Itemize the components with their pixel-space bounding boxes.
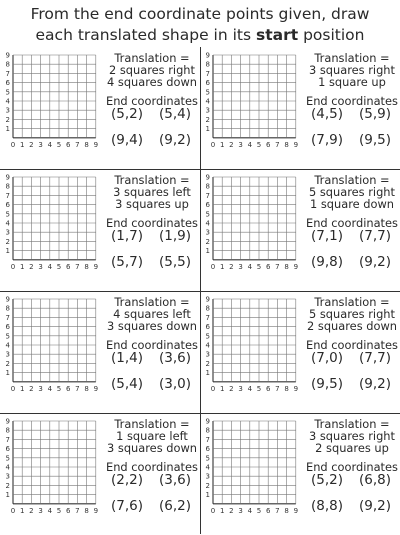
x-axis-tick-label: 9 [93, 262, 99, 271]
x-axis-tick-label: 9 [293, 506, 299, 515]
x-axis-tick-label: 7 [275, 384, 280, 393]
end-coordinate: (5,2) [310, 472, 343, 488]
end-coordinates-label: End coordinates [106, 338, 198, 352]
y-axis-tick-label: 9 [5, 51, 10, 60]
x-axis-tick-label: 4 [247, 384, 253, 393]
x-axis-tick-label: 9 [293, 140, 299, 149]
x-axis-tick-label: 5 [56, 262, 62, 271]
x-axis-tick-label: 3 [38, 384, 43, 393]
x-axis-tick-label: 5 [56, 140, 62, 149]
x-axis-tick-label: 4 [47, 384, 53, 393]
x-axis-tick-label: 8 [284, 506, 289, 515]
y-axis-tick-label: 9 [205, 417, 210, 426]
x-axis-tick-label: 8 [284, 384, 289, 393]
end-coordinates-label: End coordinates [306, 216, 398, 230]
x-axis-tick-label: 6 [65, 262, 71, 271]
translation-line-1: 4 squares left [113, 307, 191, 321]
y-axis-tick-label: 2 [5, 359, 10, 368]
y-axis-tick-label: 4 [5, 219, 10, 228]
end-coordinate: (9,2) [358, 498, 391, 514]
x-axis-tick-label: 8 [84, 140, 89, 149]
y-axis-tick-label: 8 [205, 426, 210, 435]
x-axis-tick-label: 2 [229, 506, 234, 515]
x-axis-tick-label: 2 [229, 140, 234, 149]
exercise-panel-1 [0, 47, 200, 169]
translation-line-1: 1 square left [116, 429, 188, 443]
x-axis-tick-label: 3 [38, 262, 43, 271]
y-axis-tick-label: 1 [205, 247, 210, 256]
translation-line-1: 3 squares right [309, 63, 395, 77]
y-axis-tick-label: 4 [5, 463, 10, 472]
x-axis-tick-label: 3 [38, 140, 43, 149]
x-axis-tick-label: 9 [93, 506, 99, 515]
translation-info [304, 296, 400, 351]
x-axis-tick-label: 6 [265, 506, 271, 515]
translation-line-2: 3 squares up [115, 197, 189, 211]
y-axis-tick-label: 8 [205, 304, 210, 313]
x-axis-tick-label: 1 [219, 506, 225, 515]
translation-line-2: 2 squares down [307, 319, 397, 333]
x-axis-tick-label: 4 [247, 506, 253, 515]
translation-line-2: 1 square down [309, 197, 395, 211]
translation-label: Translation = [314, 295, 390, 309]
y-axis-tick-label: 7 [5, 69, 10, 78]
y-axis-tick-label: 8 [5, 182, 10, 191]
y-axis-tick-label: 5 [205, 88, 210, 97]
title-line-1: From the end coordinate points given, draw [30, 5, 370, 23]
end-coordinates-label: End coordinates [306, 460, 398, 474]
x-axis-tick-label: 8 [84, 384, 89, 393]
x-axis-tick-label: 7 [75, 384, 80, 393]
x-axis-tick-label: 3 [238, 384, 243, 393]
y-axis-tick-label: 1 [5, 125, 10, 134]
x-axis-tick-label: 3 [238, 262, 243, 271]
y-axis-tick-label: 9 [205, 173, 210, 182]
x-axis-tick-label: 1 [219, 140, 225, 149]
exercise-panel-2 [200, 47, 400, 169]
y-axis-tick-label: 6 [5, 445, 10, 454]
x-axis-tick-label: 1 [19, 140, 25, 149]
end-coordinate: (9,4) [110, 132, 143, 148]
translation-label: Translation = [314, 173, 390, 187]
y-axis-tick-label: 1 [205, 491, 210, 500]
y-axis-tick-label: 1 [5, 369, 10, 378]
translation-line-1: 2 squares right [109, 63, 195, 77]
coordinate-grid[interactable] [0, 47, 104, 169]
coordinate-grid[interactable] [200, 413, 304, 535]
x-axis-tick-label: 8 [284, 140, 289, 149]
y-axis-tick-label: 4 [205, 341, 210, 350]
coordinate-grid[interactable] [200, 169, 304, 291]
x-axis-tick-label: 5 [56, 506, 62, 515]
x-axis-tick-label: 0 [10, 384, 16, 393]
end-coordinate: (5,7) [110, 254, 143, 270]
end-coordinate: (5,9) [358, 106, 391, 122]
x-axis-tick-label: 3 [38, 506, 43, 515]
y-axis-tick-label: 3 [205, 228, 210, 237]
y-axis-tick-label: 3 [5, 350, 10, 359]
end-coordinate: (3,0) [158, 376, 191, 392]
end-coordinate: (7,7) [358, 350, 391, 366]
exercise-panel-5 [0, 291, 200, 413]
y-axis-tick-label: 3 [5, 106, 10, 115]
translation-line-1: 5 squares right [309, 185, 395, 199]
y-axis-tick-label: 3 [5, 228, 10, 237]
coordinate-grid[interactable] [0, 413, 104, 535]
y-axis-tick-label: 3 [205, 350, 210, 359]
y-axis-tick-label: 2 [5, 115, 10, 124]
translation-line-2: 3 squares down [107, 441, 197, 455]
end-coordinate: (5,4) [158, 106, 191, 122]
x-axis-tick-label: 9 [93, 140, 99, 149]
x-axis-tick-label: 5 [256, 140, 262, 149]
y-axis-tick-label: 9 [205, 295, 210, 304]
end-coordinate: (5,5) [158, 254, 191, 270]
y-axis-tick-label: 2 [205, 481, 210, 490]
x-axis-tick-label: 7 [75, 506, 80, 515]
y-axis-tick-label: 7 [205, 435, 210, 444]
y-axis-tick-label: 7 [205, 69, 210, 78]
y-axis-tick-label: 5 [5, 454, 10, 463]
x-axis-tick-label: 2 [29, 262, 34, 271]
y-axis-tick-label: 5 [205, 210, 210, 219]
translation-label: Translation = [114, 173, 190, 187]
y-axis-tick-label: 6 [205, 79, 210, 88]
end-coordinate: (7,6) [110, 498, 143, 514]
y-axis-tick-label: 8 [5, 60, 10, 69]
end-coordinate: (5,2) [110, 106, 143, 122]
translation-line-1: 5 squares right [309, 307, 395, 321]
x-axis-tick-label: 2 [29, 506, 34, 515]
y-axis-tick-label: 3 [205, 106, 210, 115]
end-coordinate: (7,9) [310, 132, 343, 148]
x-axis-tick-label: 2 [29, 384, 34, 393]
end-coordinate: (9,2) [158, 132, 191, 148]
end-coordinate: (3,6) [158, 472, 191, 488]
title-start-word: start [256, 26, 299, 44]
y-axis-tick-label: 1 [5, 247, 10, 256]
x-axis-tick-label: 0 [210, 140, 216, 149]
y-axis-tick-label: 4 [205, 97, 210, 106]
y-axis-tick-label: 5 [5, 332, 10, 341]
translation-label: Translation = [314, 417, 390, 431]
end-coordinate: (3,6) [158, 350, 191, 366]
x-axis-tick-label: 0 [10, 140, 16, 149]
translation-info [104, 174, 200, 229]
end-coordinate: (1,7) [110, 228, 143, 244]
y-axis-tick-label: 8 [5, 304, 10, 313]
title-line-2 [0, 25, 400, 46]
end-coordinates-label: End coordinates [306, 94, 398, 108]
x-axis-tick-label: 2 [229, 384, 234, 393]
exercise-panel-7 [0, 413, 200, 535]
translation-label: Translation = [114, 295, 190, 309]
exercise-panel-8 [200, 413, 400, 535]
translation-line-2: 1 square up [318, 75, 386, 89]
exercise-panel-4 [200, 169, 400, 291]
translation-line-2: 2 squares up [315, 441, 389, 455]
y-axis-tick-label: 7 [5, 191, 10, 200]
x-axis-tick-label: 3 [238, 506, 243, 515]
y-axis-tick-label: 1 [205, 125, 210, 134]
translation-info [304, 52, 400, 107]
y-axis-tick-label: 9 [205, 51, 210, 60]
x-axis-tick-label: 8 [84, 262, 89, 271]
end-coordinate: (6,2) [158, 498, 191, 514]
y-axis-tick-label: 6 [205, 445, 210, 454]
translation-line-2: 3 squares down [107, 319, 197, 333]
x-axis-tick-label: 1 [19, 506, 25, 515]
y-axis-tick-label: 8 [205, 60, 210, 69]
end-coordinate: (6,8) [358, 472, 391, 488]
x-axis-tick-label: 9 [93, 384, 99, 393]
end-coordinate: (7,0) [310, 350, 343, 366]
end-coordinate: (9,5) [358, 132, 391, 148]
coordinate-grid[interactable] [0, 291, 104, 413]
y-axis-tick-label: 2 [205, 359, 210, 368]
end-coordinate: (8,8) [310, 498, 343, 514]
y-axis-tick-label: 5 [5, 210, 10, 219]
coordinate-grid[interactable] [0, 169, 104, 291]
exercise-panel-6 [200, 291, 400, 413]
x-axis-tick-label: 5 [256, 384, 262, 393]
y-axis-tick-label: 9 [5, 173, 10, 182]
y-axis-tick-label: 8 [5, 426, 10, 435]
x-axis-tick-label: 9 [293, 262, 299, 271]
x-axis-tick-label: 1 [219, 262, 225, 271]
y-axis-tick-label: 9 [5, 417, 10, 426]
x-axis-tick-label: 7 [275, 140, 280, 149]
y-axis-tick-label: 1 [5, 491, 10, 500]
y-axis-tick-label: 7 [5, 435, 10, 444]
x-axis-tick-label: 0 [210, 262, 216, 271]
end-coordinate: (9,2) [358, 376, 391, 392]
translation-info [104, 52, 200, 107]
y-axis-tick-label: 9 [5, 295, 10, 304]
end-coordinate: (2,2) [110, 472, 143, 488]
x-axis-tick-label: 0 [10, 262, 16, 271]
x-axis-tick-label: 5 [256, 262, 262, 271]
y-axis-tick-label: 1 [205, 369, 210, 378]
exercise-panel-3 [0, 169, 200, 291]
x-axis-tick-label: 7 [75, 140, 80, 149]
translation-info [104, 296, 200, 351]
y-axis-tick-label: 6 [205, 323, 210, 332]
x-axis-tick-label: 4 [47, 140, 53, 149]
end-coordinate: (1,9) [158, 228, 191, 244]
y-axis-tick-label: 8 [205, 182, 210, 191]
x-axis-tick-label: 1 [219, 384, 225, 393]
end-coordinate: (4,5) [310, 106, 343, 122]
translation-label: Translation = [314, 51, 390, 65]
x-axis-tick-label: 6 [65, 140, 71, 149]
y-axis-tick-label: 7 [205, 313, 210, 322]
worksheet-title [0, 4, 400, 46]
x-axis-tick-label: 0 [210, 384, 216, 393]
y-axis-tick-label: 6 [5, 323, 10, 332]
y-axis-tick-label: 7 [205, 191, 210, 200]
y-axis-tick-label: 6 [5, 201, 10, 210]
x-axis-tick-label: 6 [265, 384, 271, 393]
end-coordinates-label: End coordinates [306, 338, 398, 352]
end-coordinate: (1,4) [110, 350, 143, 366]
end-coordinate: (9,8) [310, 254, 343, 270]
x-axis-tick-label: 5 [56, 384, 62, 393]
x-axis-tick-label: 1 [19, 262, 25, 271]
y-axis-tick-label: 2 [5, 481, 10, 490]
x-axis-tick-label: 8 [284, 262, 289, 271]
x-axis-tick-label: 7 [75, 262, 80, 271]
x-axis-tick-label: 9 [293, 384, 299, 393]
x-axis-tick-label: 0 [210, 506, 216, 515]
y-axis-tick-label: 5 [205, 454, 210, 463]
y-axis-tick-label: 3 [205, 472, 210, 481]
y-axis-tick-label: 5 [205, 332, 210, 341]
y-axis-tick-label: 4 [5, 97, 10, 106]
x-axis-tick-label: 4 [247, 262, 253, 271]
end-coordinates-label: End coordinates [106, 460, 198, 474]
y-axis-tick-label: 6 [205, 201, 210, 210]
x-axis-tick-label: 7 [275, 262, 280, 271]
x-axis-tick-label: 4 [247, 140, 253, 149]
x-axis-tick-label: 5 [256, 506, 262, 515]
end-coordinate: (5,4) [110, 376, 143, 392]
worksheet-grid-area [0, 47, 400, 534]
translation-line-1: 3 squares right [309, 429, 395, 443]
end-coordinate: (9,5) [310, 376, 343, 392]
translation-label: Translation = [114, 417, 190, 431]
x-axis-tick-label: 6 [265, 262, 271, 271]
title-line-2-post: position [298, 26, 365, 44]
x-axis-tick-label: 7 [275, 506, 280, 515]
end-coordinate: (7,7) [358, 228, 391, 244]
x-axis-tick-label: 6 [65, 506, 71, 515]
y-axis-tick-label: 7 [5, 313, 10, 322]
x-axis-tick-label: 6 [265, 140, 271, 149]
translation-line-2: 4 squares down [107, 75, 197, 89]
x-axis-tick-label: 1 [19, 384, 25, 393]
title-line-2-pre: each translated shape in its [35, 26, 256, 44]
y-axis-tick-label: 6 [5, 79, 10, 88]
translation-label: Translation = [114, 51, 190, 65]
y-axis-tick-label: 4 [5, 341, 10, 350]
coordinate-grid[interactable] [200, 47, 304, 169]
y-axis-tick-label: 2 [205, 237, 210, 246]
coordinate-grid[interactable] [200, 291, 304, 413]
x-axis-tick-label: 2 [29, 140, 34, 149]
y-axis-tick-label: 4 [205, 463, 210, 472]
end-coordinate: (9,2) [358, 254, 391, 270]
end-coordinates-label: End coordinates [106, 94, 198, 108]
x-axis-tick-label: 6 [65, 384, 71, 393]
x-axis-tick-label: 4 [47, 262, 53, 271]
y-axis-tick-label: 2 [205, 115, 210, 124]
y-axis-tick-label: 5 [5, 88, 10, 97]
end-coordinate: (7,1) [310, 228, 343, 244]
x-axis-tick-label: 8 [84, 506, 89, 515]
y-axis-tick-label: 3 [5, 472, 10, 481]
translation-info [304, 418, 400, 473]
translation-info [104, 418, 200, 473]
end-coordinates-label: End coordinates [106, 216, 198, 230]
x-axis-tick-label: 0 [10, 506, 16, 515]
x-axis-tick-label: 4 [47, 506, 53, 515]
x-axis-tick-label: 2 [229, 262, 234, 271]
x-axis-tick-label: 3 [238, 140, 243, 149]
y-axis-tick-label: 2 [5, 237, 10, 246]
translation-line-1: 3 squares left [113, 185, 191, 199]
y-axis-tick-label: 4 [205, 219, 210, 228]
translation-info [304, 174, 400, 229]
